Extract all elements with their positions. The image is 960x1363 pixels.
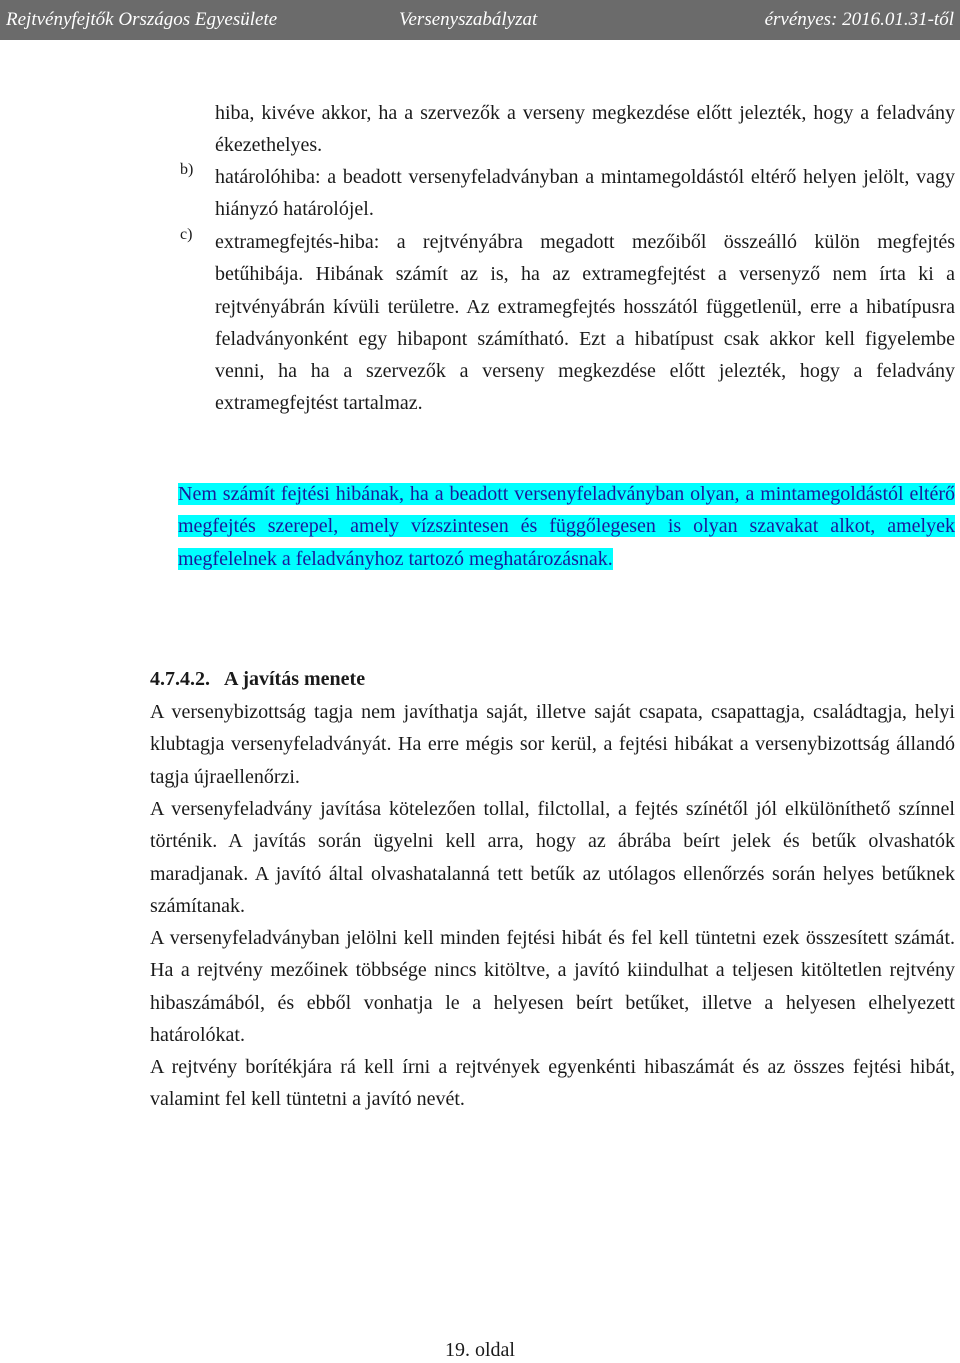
list-item-b — [180, 161, 955, 226]
header-organization: Rejtvényfejtők Országos Egyesülete — [6, 9, 278, 30]
section-heading — [150, 663, 365, 695]
list-item-label: c) — [180, 226, 193, 243]
page-number: 19. oldal — [445, 1339, 515, 1361]
list-item-label: b) — [180, 161, 194, 178]
list-item-a-continuation: hiba, kivéve akkor, ha a szervezők a verseny megkezdése előtt jelezték, hogy a feladvány ékezethelyes. — [215, 102, 955, 157]
paragraph: A versenyfeladványban jelölni kell minden fejtési hibát és fel kell tüntetni ezek összesített számát. Ha a rejtvény mezőinek többsége nincs kitöltve, a javító kiindulhat a teljesen kitöltetlen rejtvény hibaszámából, és ebből vonhatja le a helyesen beírt betűket, illetve a helyesen elhelyezett határolókat. — [150, 927, 955, 1046]
list-item-text: határolóhiba: a beadott versenyfeladványban a mintamegoldástól eltérő helyen jelölt, vagy hiányzó határolójel. — [215, 166, 955, 221]
section-title: A javítás menete — [224, 668, 366, 690]
highlighted-text: Nem számít fejtési hibának, ha a beadott versenyfeladványban olyan, a mintamegoldástól eltérő megfejtés szerepel, amely vízszintesen és függőlegesen is olyan szavakat alkot, amelyek megfelelnek a feladványhoz tartozó meghatározásnak. — [178, 483, 955, 570]
highlighted-paragraph — [178, 478, 955, 575]
header-document-title: Versenyszabályzat — [399, 9, 538, 30]
running-header — [0, 0, 960, 40]
paragraph: A versenybizottság tagja nem javíthatja saját, illetve saját csapata, csapattagja, családtagja, helyi klubtagja versenyfeladványát. Ha erre mégis sor kerül, a fejtési hibákat a versenybizottság állandó tagja újraellenőrzi. — [150, 701, 955, 788]
list-item-text: extramegfejtés-hiba: a rejtvényábra megadott mezőiből összeálló külön megfejtés betűhibája. Hibának számít az is, ha az extramegfejtést a versenyző nem írta ki a rejtvényábrán kívüli területre. Az extramegfejtés hosszától függetlenül, erre a hibatípusra feladványonként egy hibapont számítható. Ezt a hibatípust csak akkor kell figyelembe venni, ha ha a szervezők a verseny megkezdése előtt jelezték, hogy a feladvány extramegfejtést tartalmaz. — [215, 231, 955, 415]
list-item-c — [180, 226, 955, 420]
paragraph: A rejtvény borítékjára rá kell írni a rejtvények egyenkénti hibaszámát és az összes fejtési hibát, valamint fel kell tüntetni a javító nevét. — [150, 1056, 955, 1111]
section-number: 4.7.4.2. — [150, 668, 210, 690]
header-validity: érvényes: 2016.01.31-től — [764, 9, 954, 30]
paragraph: A versenyfeladvány javítása kötelezően tollal, filctollal, a fejtés színétől jól elkülöníthető színnel történik. A javítás során ügyelni kell arra, hogy az ábrába beírt jelek és betűk olvashatók maradjanak. A javító által olvashatalanná tett betűk az utólagos ellenőrzés során helyes betűknek számítanak. — [150, 798, 955, 917]
